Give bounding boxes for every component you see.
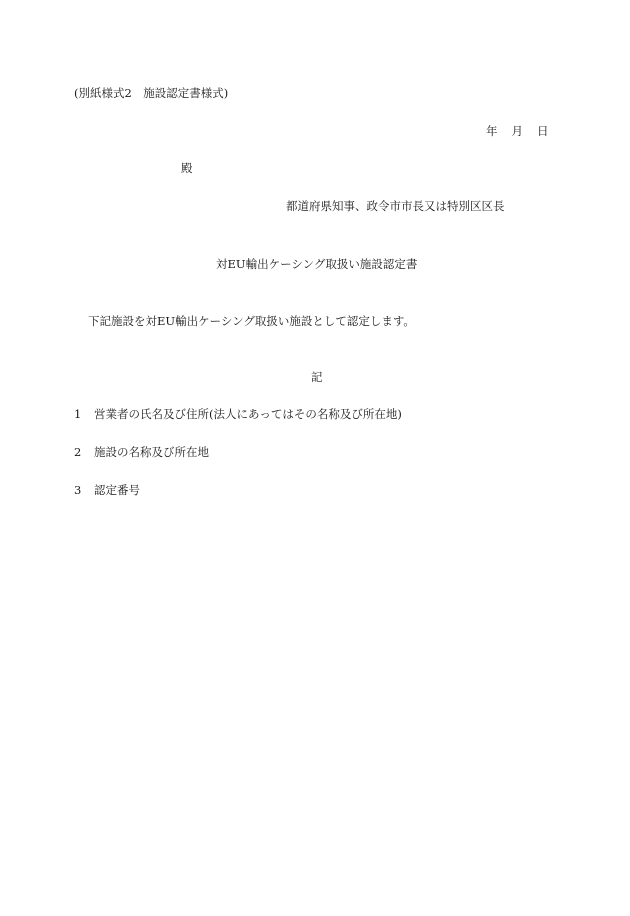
issuer: 都道府県知事、政令市市長又は特別区区長 bbox=[286, 199, 505, 213]
item-number: 2 bbox=[74, 445, 82, 459]
addressee-suffix: 殿 bbox=[181, 161, 193, 175]
item-number: 3 bbox=[74, 483, 82, 497]
certification-statement: 下記施設を対EU輸出ケーシング取扱い施設として認定します。 bbox=[88, 314, 415, 328]
list-item bbox=[74, 483, 140, 497]
item-text: 施設の名称及び所在地 bbox=[94, 445, 209, 459]
list-item bbox=[74, 445, 209, 459]
item-text: 認定番号 bbox=[94, 483, 140, 497]
list-item bbox=[74, 407, 402, 421]
item-text: 営業者の氏名及び住所(法人にあってはその名称及び所在地) bbox=[94, 407, 402, 421]
date-day-label: 日 bbox=[537, 124, 549, 138]
date-year-label: 年 bbox=[486, 124, 498, 138]
date-line bbox=[486, 124, 549, 138]
form-label: (別紙様式2 施設認定書様式) bbox=[74, 86, 229, 100]
ki-heading: 記 bbox=[311, 370, 323, 384]
item-number: 1 bbox=[74, 407, 82, 421]
document-title: 対EU輸出ケーシング取扱い施設認定書 bbox=[216, 257, 418, 271]
date-month-label: 月 bbox=[511, 124, 523, 138]
